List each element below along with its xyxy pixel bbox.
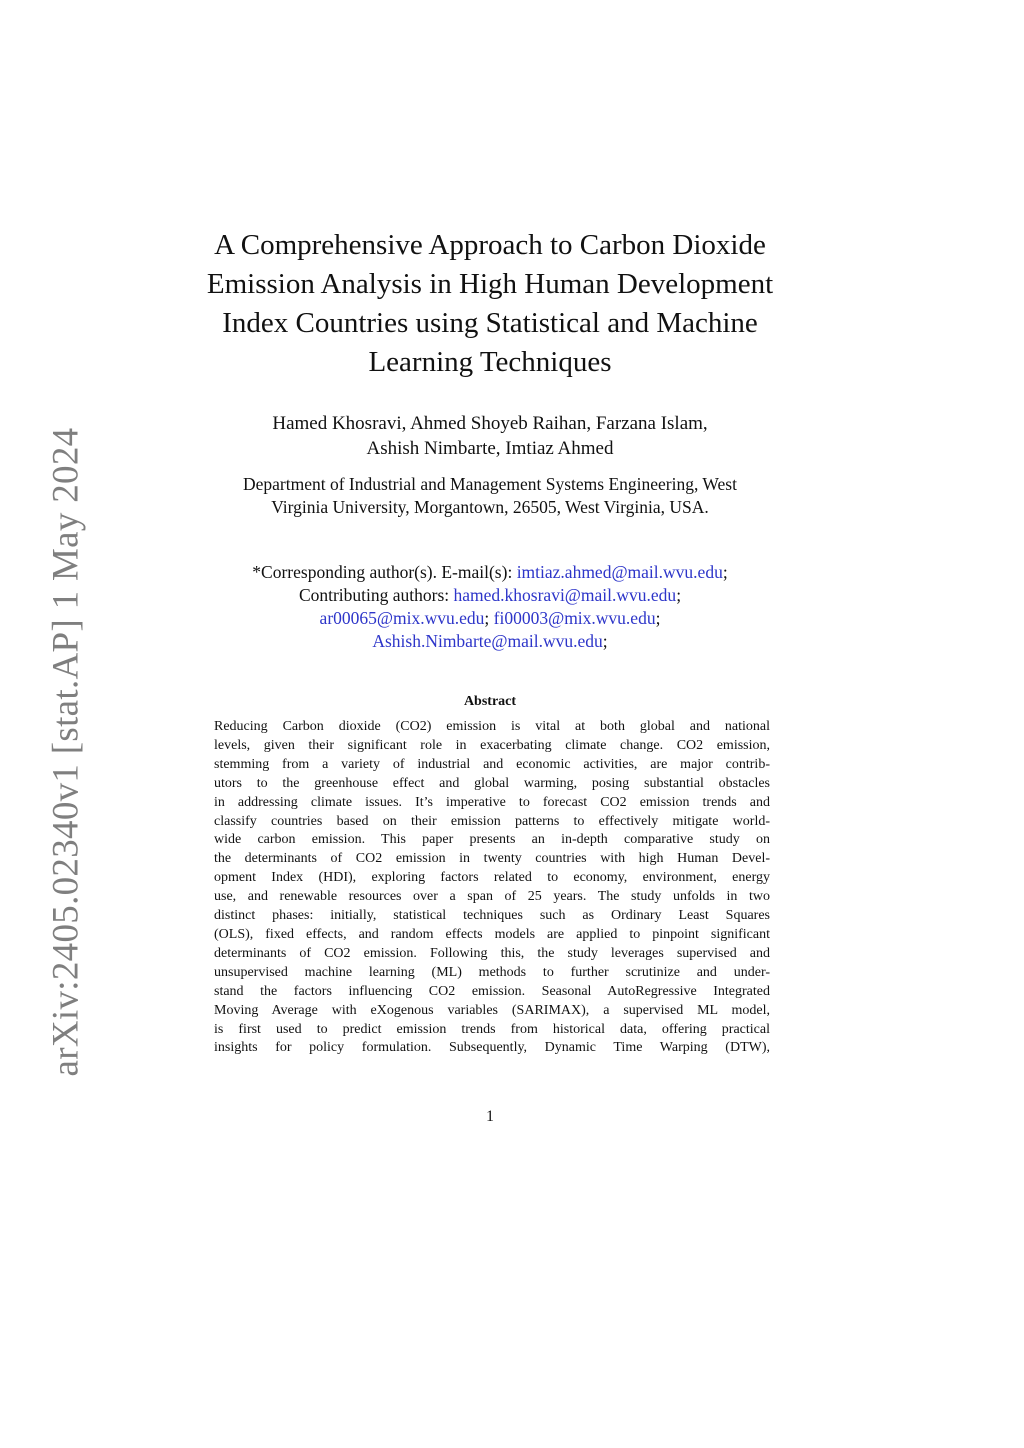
affiliation bbox=[180, 473, 800, 519]
abstract-line: Moving Average with eXogenous variables (SARIMAX), a supervised ML model, bbox=[214, 1002, 770, 1018]
contributing-label: Contributing authors: bbox=[298, 585, 454, 605]
abstract-line: use, and renewable resources over a span of 25 years. The study unfolds in two bbox=[214, 889, 770, 905]
abstract-line: stemming from a variety of industrial and economic activities, are major contrib- bbox=[214, 756, 770, 772]
email-link-khosravi[interactable]: hamed.khosravi@mail.wvu.edu bbox=[453, 585, 677, 605]
abstract-line: (OLS), fixed effects, and random effects models are applied to pinpoint significant bbox=[214, 926, 770, 942]
abstract-line: stand the factors influencing CO2 emission. Seasonal AutoRegressive Integrated bbox=[214, 983, 770, 999]
email-separator: ; bbox=[676, 585, 682, 605]
abstract-line: wide carbon emission. This paper presents an in-depth comparative study on bbox=[214, 832, 770, 848]
abstract-line: classify countries based on their emission patterns to effectively mitigate world- bbox=[214, 813, 770, 829]
title-line: Learning Techniques bbox=[368, 346, 612, 378]
abstract-line: the determinants of CO2 emission in twenty countries with high Human Devel- bbox=[214, 851, 770, 867]
abstract-line: utors to the greenhouse effect and global warming, posing substantial obstacles bbox=[214, 775, 770, 791]
title-line: A Comprehensive Approach to Carbon Dioxide bbox=[214, 229, 766, 261]
arxiv-identifier-stamp: arXiv:2405.02340v1 [stat.AP] 1 May 2024 bbox=[45, 427, 87, 1077]
title-line: Emission Analysis in High Human Development bbox=[206, 268, 774, 300]
corresponding-email-link[interactable]: imtiaz.ahmed@mail.wvu.edu bbox=[516, 562, 723, 582]
email-link-raihan[interactable]: ar00065@mix.wvu.edu bbox=[319, 608, 485, 628]
abstract-line: Reducing Carbon dioxide (CO2) emission is vital at both global and national bbox=[214, 719, 770, 734]
author-line: Hamed Khosravi, Ahmed Shoyeb Raihan, Farzana Islam, bbox=[272, 413, 708, 434]
abstract-line: opment Index (HDI), exploring factors related to economy, environment, energy bbox=[214, 870, 770, 886]
contributing-authors-line bbox=[180, 607, 800, 630]
page-number: 1 bbox=[486, 1108, 494, 1125]
email-separator: ; bbox=[655, 608, 661, 628]
abstract-line: levels, given their significant role in exacerbating climate change. CO2 emission, bbox=[214, 737, 770, 753]
affiliation-line: Virginia University, Morgantown, 26505, West Virginia, USA. bbox=[271, 497, 709, 517]
abstract-line: determinants of CO2 emission. Following this, the study leverages supervised and bbox=[214, 945, 770, 961]
contributing-authors-line bbox=[180, 630, 800, 653]
email-link-islam[interactable]: fi00003@mix.wvu.edu bbox=[493, 608, 656, 628]
corresponding-label: *Corresponding author(s). E-mail(s): bbox=[252, 562, 517, 582]
email-link-nimbarte[interactable]: Ashish.Nimbarte@mail.wvu.edu bbox=[372, 631, 603, 651]
affiliation-line: Department of Industrial and Management Systems Engineering, West bbox=[243, 474, 737, 494]
abstract-body bbox=[214, 718, 770, 1058]
abstract-line: insights for policy formulation. Subsequently, Dynamic Time Warping (DTW), bbox=[214, 1040, 770, 1056]
author-line: Ashish Nimbarte, Imtiaz Ahmed bbox=[366, 438, 614, 459]
paper-title bbox=[180, 226, 800, 382]
abstract-line: in addressing climate issues. It’s imperative to forecast CO2 emission trends and bbox=[214, 794, 770, 810]
abstract-heading: Abstract bbox=[463, 694, 517, 709]
abstract-line: is first used to predict emission trends from historical data, offering practical bbox=[214, 1021, 770, 1037]
author-list bbox=[180, 411, 800, 461]
email-separator: ; bbox=[722, 562, 728, 582]
abstract-line: unsupervised machine learning (ML) methods to further scrutinize and under- bbox=[214, 964, 770, 980]
corresponding-author-line bbox=[180, 561, 800, 584]
contact-block bbox=[180, 561, 800, 653]
title-line: Index Countries using Statistical and Machine bbox=[222, 307, 758, 339]
abstract-line: distinct phases: initially, statistical techniques such as Ordinary Least Squares bbox=[214, 908, 770, 924]
email-separator: ; bbox=[484, 608, 490, 628]
email-separator: ; bbox=[602, 631, 608, 651]
contributing-authors-line bbox=[180, 584, 800, 607]
